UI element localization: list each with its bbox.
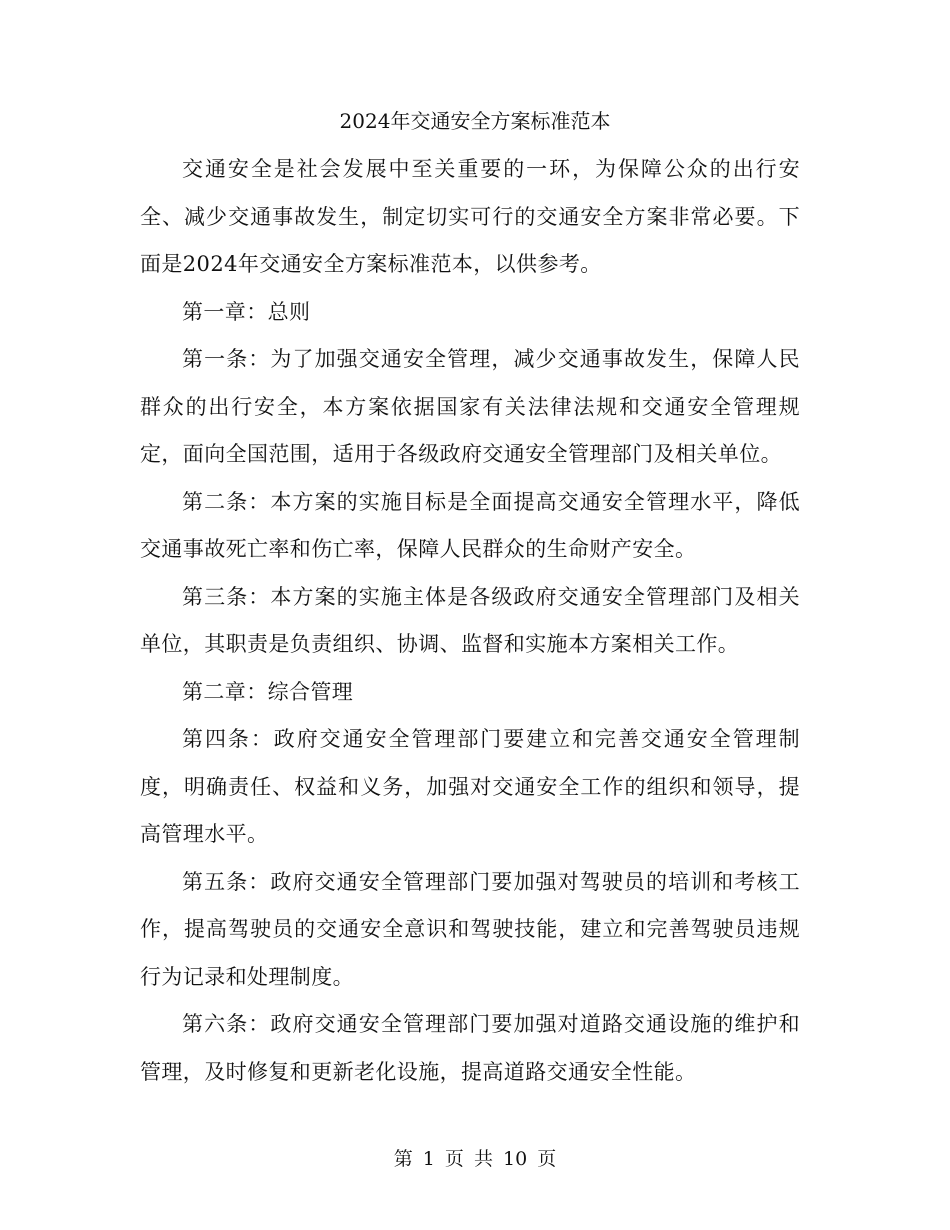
article-paragraph: 第六条：政府交通安全管理部门要加强对道路交通设施的维护和管理，及时修复和更新老化设施，提高道路交通安全性能。 bbox=[140, 1012, 800, 1084]
document-title: 2024年交通安全方案标准范本 bbox=[339, 109, 611, 133]
article-paragraph: 第四条：政府交通安全管理部门要建立和完善交通安全管理制度，明确责任、权益和义务，加强对交通安全工作的组织和领导，提高管理水平。 bbox=[140, 727, 800, 846]
intro-paragraph: 交通安全是社会发展中至关重要的一环，为保障公众的出行安全、减少交通事故发生，制定切实可行的交通安全方案非常必要。下面是2024年交通安全方案标准范本，以供参考。 bbox=[140, 157, 800, 276]
article-paragraph: 第一条：为了加强交通安全管理，减少交通事故发生，保障人民群众的出行安全，本方案依据国家有关法律法规和交通安全管理规定，面向全国范围，适用于各级政府交通安全管理部门及相关单位。 bbox=[140, 347, 800, 466]
article-paragraph: 第二条：本方案的实施目标是全面提高交通安全管理水平，降低交通事故死亡率和伤亡率，保障人民群众的生命财产安全。 bbox=[140, 489, 800, 561]
chapter-heading: 第一章：总则 bbox=[182, 299, 311, 324]
article-paragraph: 第三条：本方案的实施主体是各级政府交通安全管理部门及相关单位，其职责是负责组织、协调、监督和实施本方案相关工作。 bbox=[140, 584, 800, 656]
page-number-footer: 第 1 页 共 10 页 bbox=[393, 1148, 557, 1170]
document-body bbox=[140, 146, 800, 1096]
article-paragraph: 第五条：政府交通安全管理部门要加强对驾驶员的培训和考核工作，提高驾驶员的交通安全意识和驾驶技能，建立和完善驾驶员违规行为记录和处理制度。 bbox=[140, 869, 800, 989]
chapter-heading: 第二章：综合管理 bbox=[182, 679, 354, 704]
